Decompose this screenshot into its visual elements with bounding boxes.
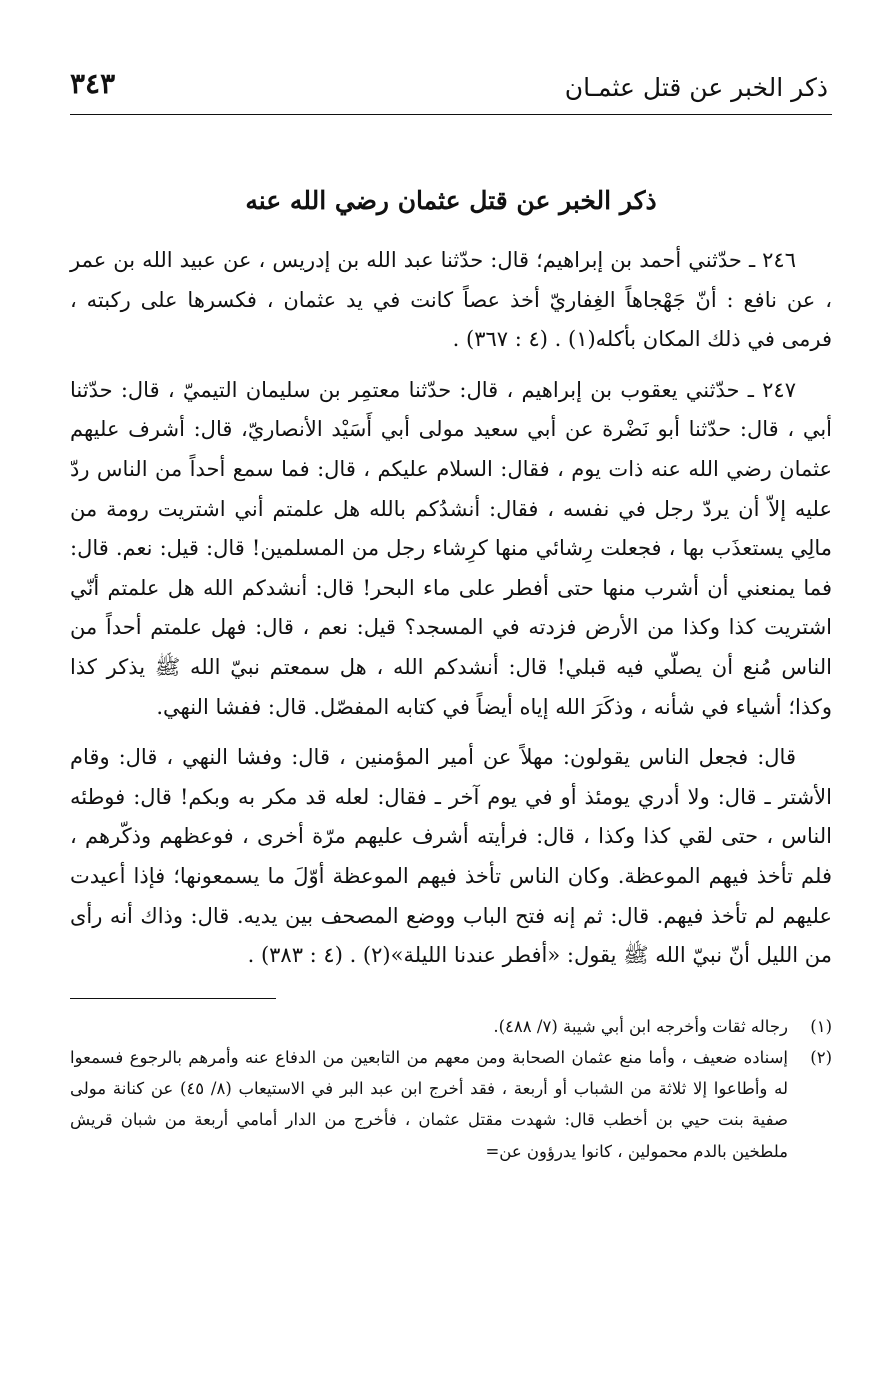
footnote-2 <box>70 1042 832 1167</box>
footnote-separator <box>70 998 276 999</box>
running-header <box>70 58 832 115</box>
footnote-number: (٢) <box>810 1047 832 1067</box>
page-number: ٣٤٣ <box>70 67 116 100</box>
footnote-number: (١) <box>810 1016 832 1036</box>
running-title: ذكر الخبر عن قتل عثمـان <box>564 73 828 102</box>
paragraph-247-continued: قال: فجعل الناس يقولون: مهلاً عن أمير المؤمنين ، قال: وفشا النهي ، قال: وقام الأشتر ـ قال: ولا أدري يومئذ أو في يوم آخر ـ فقال: لعله قد مكر به وبكم! قال: فوطئه الناس ، حتى لقي كذا وكذا ، قال: فرأيته أشرف عليهم مرّة أخرى ، فوعظهم وذكّرهم ، فلم تأخذ فيهم الموعظة. وكان الناس تأخذ فيهم الموعظة أوّلَ ما يسمعونها؛ فإذا أعيدت عليهم لم تأخذ فيهم. قال: ثم إنه فتح الباب ووضع المصحف بين يديه. قال: وذاك أنه رأى من الليل أنّ نبيّ الله ﷺ يقول: «أفطر عندنا الليلة»(٢) . (٤ : ٣٨٣) . <box>70 745 832 968</box>
chapter-title: ذكر الخبر عن قتل عثمان رضي الله عنه <box>245 186 657 215</box>
footnote-1 <box>70 1011 832 1042</box>
footnote-text: رجاله ثقات وأخرجه ابن أبي شيبة (٧/ ٤٨٨). <box>493 1016 788 1036</box>
paragraph-246: ٢٤٦ ـ حدّثني أحمد بن إبراهيم؛ قال: حدّثنا عبد الله بن إدريس ، عن عبيد الله بن عمر ، عن نافع : أنّ جَهْجاهاً الغِفاريّ أخذ عصاً كانت في يد عثمان ، فكسرها على ركبته ، فرمى في ذلك المكان بأكله(١) . (٤ : ٣٦٧) . <box>70 248 832 352</box>
footnotes <box>70 1011 832 1167</box>
footnote-text: إسناده ضعيف ، وأما منع عثمان الصحابة ومن معهم من التابعين من الدفاع عنه وأمرهم بالرجوع فسمعوا له وأطاعوا إلا ثلاثة من الشباب أو أربعة ، فقد أخرج ابن عبد البر في الاستيعاب (٨/ ٤٥) عن كنانة مولى صفية بنت حيي بن أخطب قال: شهدت مقتل عثمان ، فأخرج من الدار أمامي أربعة من شبان قريش ملطخين بالدم محمولين ، كانوا يدرؤون عن= <box>70 1047 788 1161</box>
paragraph-247: ٢٤٧ ـ حدّثني يعقوب بن إبراهيم ، قال: حدّثنا معتمِر بن سليمان التيميّ ، قال: حدّثنا أبي ، قال: حدّثنا أبو نَضْرة عن أبي سعيد مولى أبي أَسَيْد الأنصاريّ، قال: أشرف عليهم عثمان رضي الله عنه ذات يوم ، فقال: السلام عليكم ، قال: فما سمع أحداً من الناس ردّ عليه إلاّ أن يردّ رجل في نفسه ، فقال: أنشدُكم بالله هل علمتم أني اشتريت رومة من مالِي يستعذَب بها ، فجعلت رِشائي منها كرِشاء رجل من المسلمين! قال: قيل: نعم. قال: فما يمنعني أن أشرب منها حتى أفطر على ماء البحر! قال: أنشدكم الله هل علمتم أنّي اشتريت كذا وكذا من الأرض فزدته في المسجد؟ قيل: نعم ، قال: فهل علمتم أحداً من الناس مُنع أن يصلّي فيه قبلي! قال: أنشدكم الله ، هل سمعتم نبيّ الله ﷺ يذكر كذا وكذا؛ أشياء في شأنه ، وذكَرَ الله إياه أيضاً في كتابه المفصّل. قال: ففشا النهي. <box>70 377 833 719</box>
book-page <box>70 58 832 1358</box>
main-text <box>70 241 832 976</box>
